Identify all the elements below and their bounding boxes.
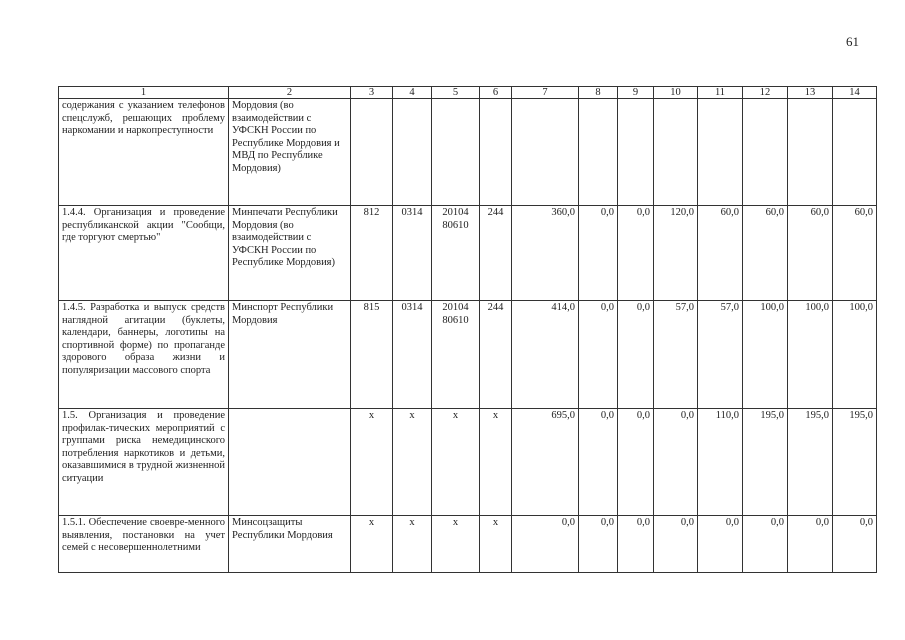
table-row (59, 301, 877, 409)
total-cell: 360,0 (512, 206, 579, 301)
column-header: 6 (480, 87, 512, 99)
year-value-cell: 100,0 (833, 301, 877, 409)
year-value-cell: 100,0 (788, 301, 833, 409)
year-value-cell: 57,0 (698, 301, 743, 409)
year-value-cell (654, 99, 698, 206)
total-cell (512, 99, 579, 206)
column-header: 14 (833, 87, 877, 99)
year-value-cell: 195,0 (833, 409, 877, 516)
year-value-cell (618, 99, 654, 206)
year-value-cell: 0,0 (833, 516, 877, 573)
total-cell: 0,0 (512, 516, 579, 573)
table-row (59, 206, 877, 301)
year-value-cell: 120,0 (654, 206, 698, 301)
year-value-cell: 60,0 (743, 206, 788, 301)
measure-name-cell: 1.4.5. Разработка и выпуск средств наглядной агитации (буклеты, календари, баннеры, логотипы на спортивной форме) по пропаганде здорового образа жизни и популяризации массового спорта (59, 301, 229, 409)
year-value-cell: 0,0 (618, 409, 654, 516)
year-value-cell: 0,0 (698, 516, 743, 573)
year-value-cell (698, 99, 743, 206)
year-value-cell: 195,0 (743, 409, 788, 516)
year-value-cell: 195,0 (788, 409, 833, 516)
target-article-cell (432, 99, 480, 206)
target-article-cell: х (432, 516, 480, 573)
total-cell: 695,0 (512, 409, 579, 516)
expense-type-cell: 244 (480, 301, 512, 409)
column-header: 7 (512, 87, 579, 99)
ministry-code-cell (351, 99, 393, 206)
column-header: 13 (788, 87, 833, 99)
column-number-row (59, 87, 877, 99)
target-article-cell: х (432, 409, 480, 516)
column-header: 9 (618, 87, 654, 99)
measure-name-cell: 1.4.4. Организация и проведение республиканской акции "Сообщи, где торгуют смертью" (59, 206, 229, 301)
year-value-cell: 0,0 (654, 516, 698, 573)
section-code-cell: 0314 (393, 301, 432, 409)
ministry-code-cell: 815 (351, 301, 393, 409)
year-value-cell: 100,0 (743, 301, 788, 409)
target-article-cell: 20104 80610 (432, 206, 480, 301)
target-article-cell: 20104 80610 (432, 301, 480, 409)
executor-cell: Мордовия (во взаимодействии с УФСКН России по Республике Мордовия и МВД по Республике Мордовия) (229, 99, 351, 206)
section-code-cell: х (393, 516, 432, 573)
year-value-cell: 60,0 (788, 206, 833, 301)
expense-type-cell: х (480, 516, 512, 573)
column-header: 8 (579, 87, 618, 99)
total-cell: 414,0 (512, 301, 579, 409)
executor-cell (229, 409, 351, 516)
column-header: 3 (351, 87, 393, 99)
year-value-cell (579, 99, 618, 206)
year-value-cell: 0,0 (618, 516, 654, 573)
column-header: 4 (393, 87, 432, 99)
ministry-code-cell: х (351, 409, 393, 516)
section-code-cell (393, 99, 432, 206)
executor-cell: Минпечати Республики Мордовия (во взаимодействии с УФСКН России по Республике Мордовия) (229, 206, 351, 301)
expense-type-cell: х (480, 409, 512, 516)
column-header: 5 (432, 87, 480, 99)
year-value-cell (743, 99, 788, 206)
table-row (59, 99, 877, 206)
expense-type-cell (480, 99, 512, 206)
table-row (59, 516, 877, 573)
page-number: 61 (846, 34, 859, 49)
measure-name-cell: 1.5.1. Обеспечение своевре-менного выявления, постановки на учет семей с несовершеннолетними (59, 516, 229, 573)
year-value-cell: 0,0 (579, 409, 618, 516)
year-value-cell (788, 99, 833, 206)
ministry-code-cell: х (351, 516, 393, 573)
year-value-cell: 0,0 (743, 516, 788, 573)
year-value-cell: 60,0 (698, 206, 743, 301)
year-value-cell: 0,0 (579, 301, 618, 409)
column-header: 10 (654, 87, 698, 99)
executor-cell: Минспорт Республики Мордовия (229, 301, 351, 409)
year-value-cell: 0,0 (618, 206, 654, 301)
year-value-cell: 0,0 (654, 409, 698, 516)
column-header: 11 (698, 87, 743, 99)
column-header: 2 (229, 87, 351, 99)
measure-name-cell: содержания с указанием телефонов спецслужб, решающих проблему наркомании и наркопреступности (59, 99, 229, 206)
year-value-cell: 57,0 (654, 301, 698, 409)
section-code-cell: х (393, 409, 432, 516)
measure-name-cell: 1.5. Организация и проведение профилак-тических мероприятий с группами риска немедицинского потребления наркотиков и детьми, оказавшимися в трудной жизненной ситуации (59, 409, 229, 516)
column-header: 12 (743, 87, 788, 99)
table-row (59, 409, 877, 516)
year-value-cell: 0,0 (579, 516, 618, 573)
year-value-cell: 0,0 (579, 206, 618, 301)
year-value-cell (833, 99, 877, 206)
year-value-cell: 0,0 (618, 301, 654, 409)
column-header: 1 (59, 87, 229, 99)
executor-cell: Минсоцзащиты Республики Мордовия (229, 516, 351, 573)
section-code-cell: 0314 (393, 206, 432, 301)
year-value-cell: 110,0 (698, 409, 743, 516)
year-value-cell: 0,0 (788, 516, 833, 573)
expense-type-cell: 244 (480, 206, 512, 301)
ministry-code-cell: 812 (351, 206, 393, 301)
budget-table (58, 86, 877, 573)
year-value-cell: 60,0 (833, 206, 877, 301)
